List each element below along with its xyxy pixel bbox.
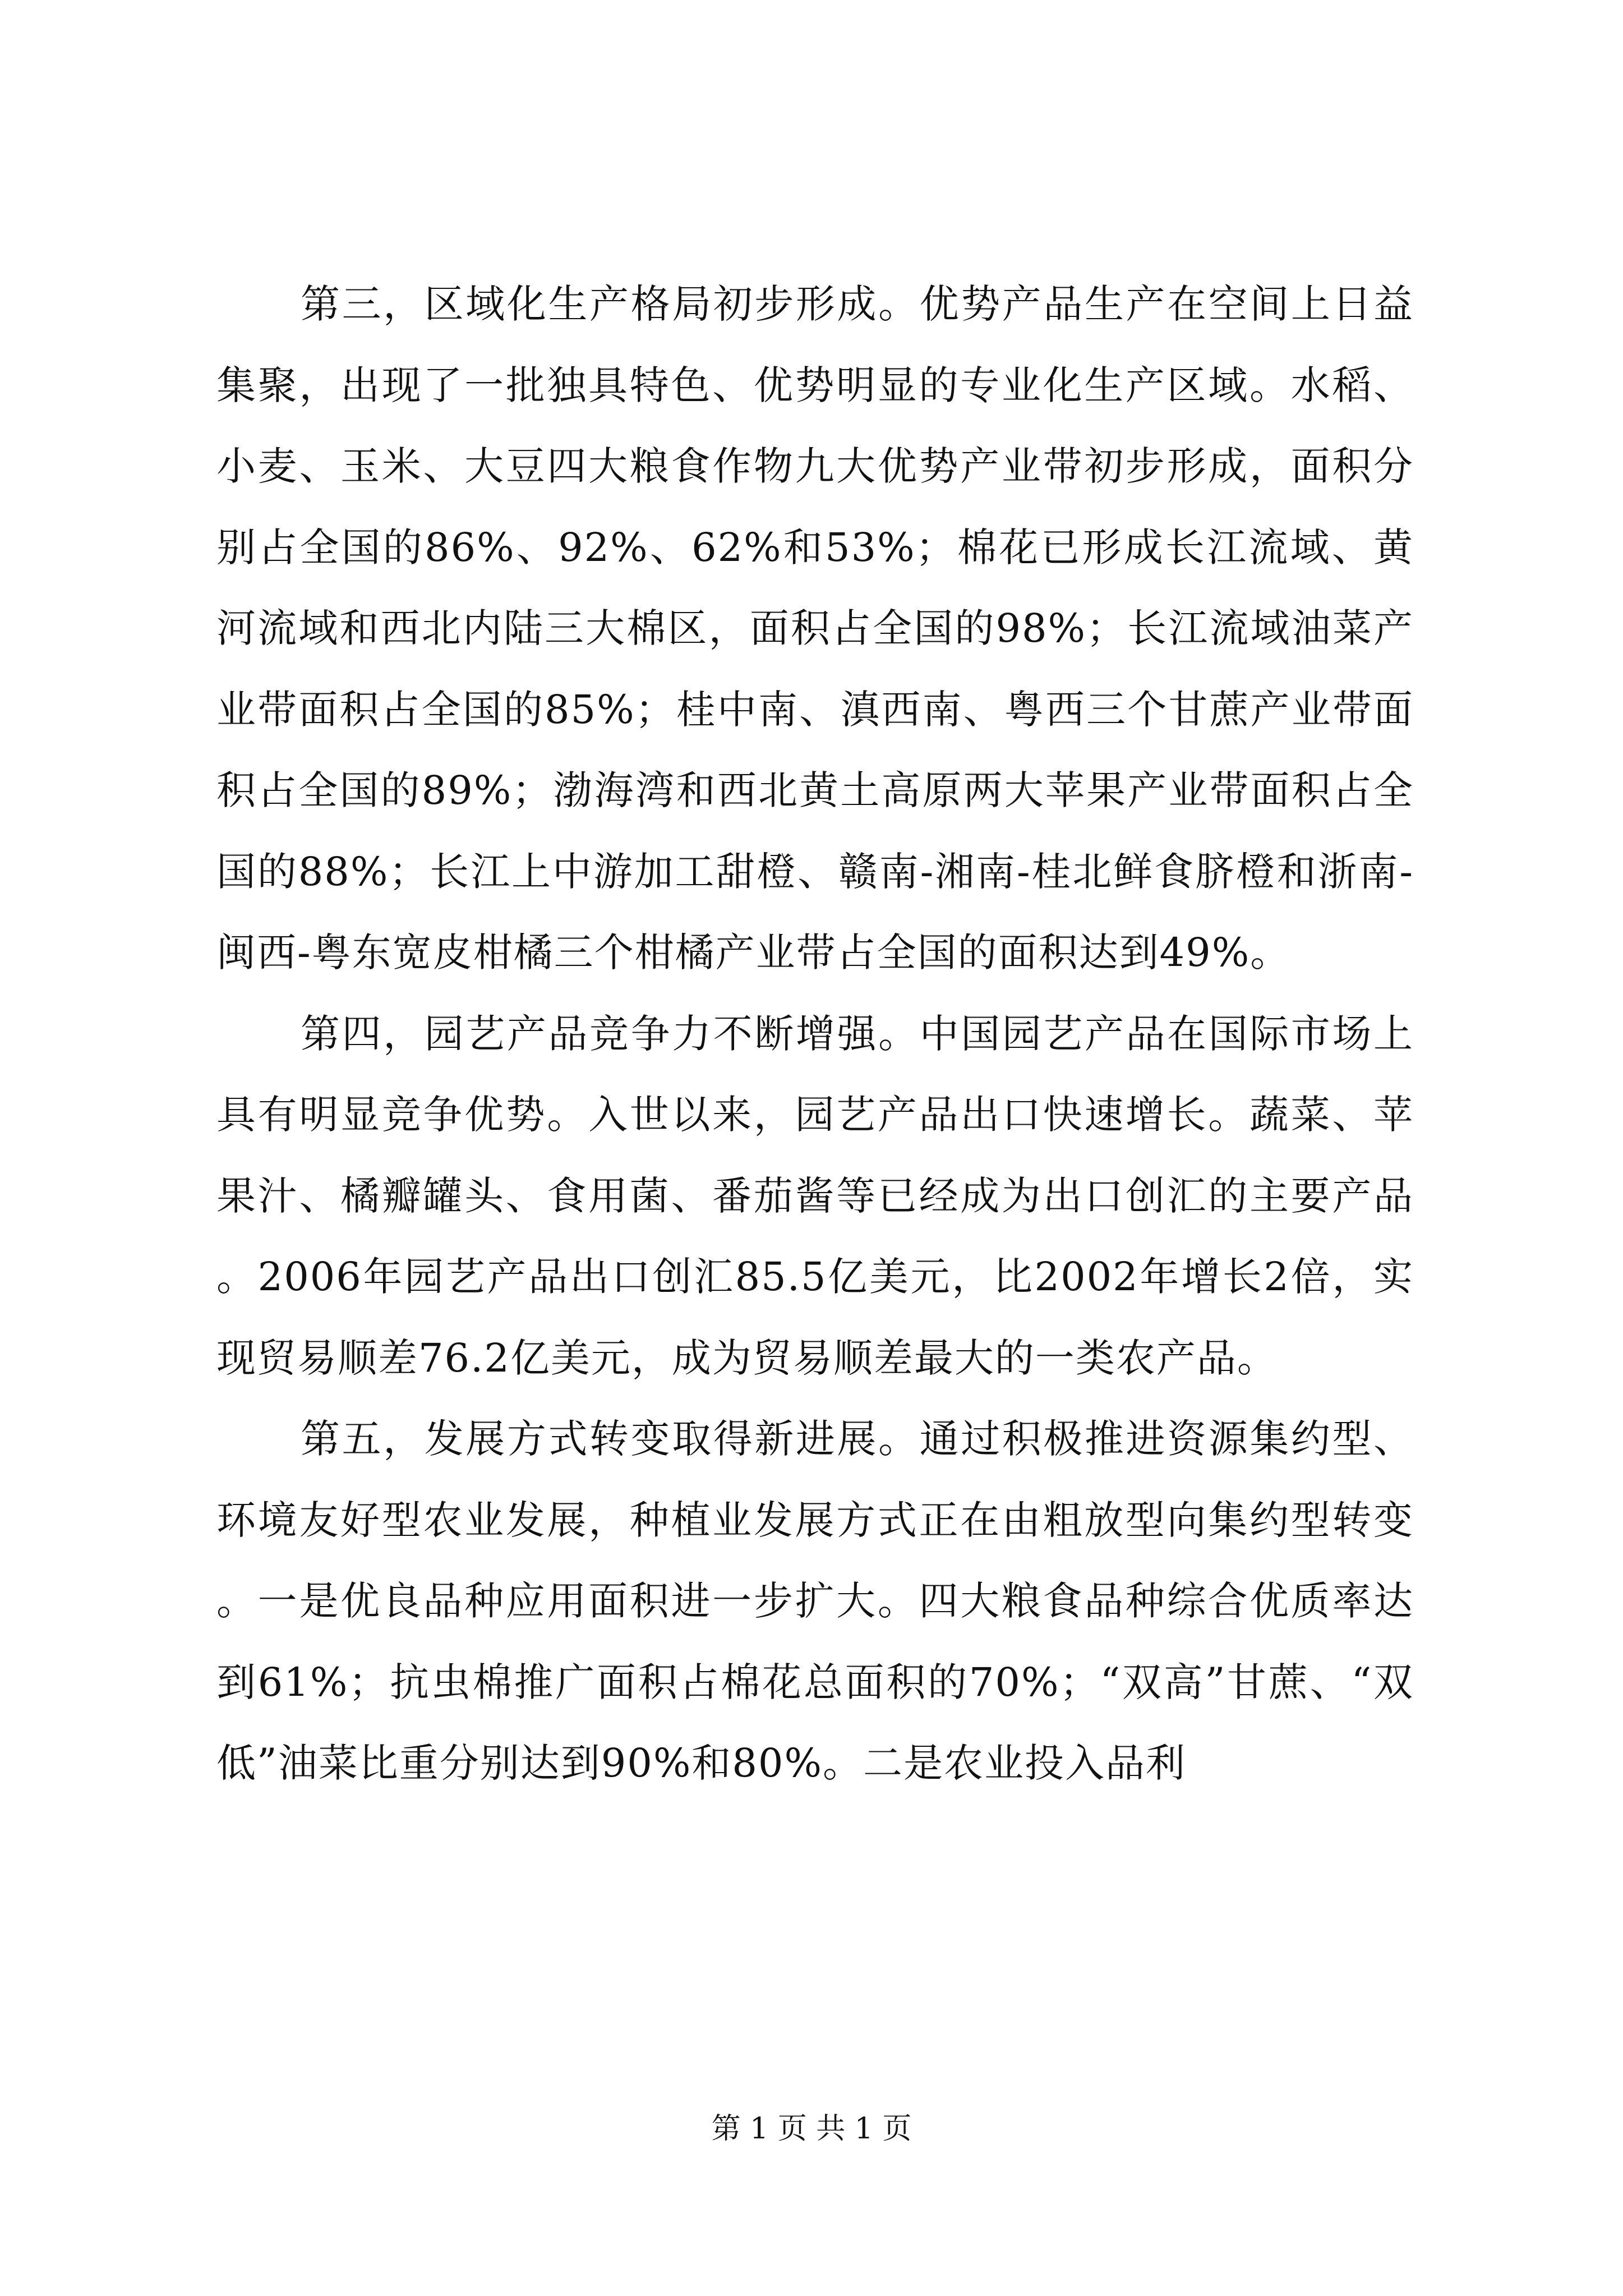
paragraph-regional-production: 第三，区域化生产格局初步形成。优势产品生产在空间上日益集聚，出现了一批独具特色、优势明显的专业化生产区域。水稻、小麦、玉米、大豆四大粮食作物九大优势产业带初步形成，面积分别占全国的86%、92%、62%和53%；棉花已形成长江流域、黄河流域和西北内陆三大棉区，面积占全国的98%；长江流域油菜产业带面积占全国的85%；桂中南、滇西南、粤西三个甘蔗产业带面积占全国的89%；渤海湾和西北黄土高原两大苹果产业带面积占全国的88%；长江上中游加工甜橙、赣南-湘南-桂北鲜食脐橙和浙南-闽西-粤东宽皮柑橘三个柑橘产业带占全国的面积达到49%。 — [216, 281, 1414, 976]
paragraph-development-mode: 第五，发展方式转变取得新进展。通过积极推进资源集约型、环境友好型农业发展，种植业发展方式正在由粗放型向集约型转变。一是优良品种应用面积进一步扩大。四大粮食品种综合优质率达到61%；抗虫棉推广面积占棉花总面积的70%；“双高”甘蔗、“双低”油菜比重分别达到90%和80%。二是农业投入品利 — [216, 1416, 1414, 1786]
document-body — [216, 264, 1414, 1804]
page-footer: 第 1 页 共 1 页 — [711, 2112, 912, 2146]
paragraph-horticulture-competitiveness: 第四，园艺产品竞争力不断增强。中国园艺产品在国际市场上具有明显竞争优势。入世以来，园艺产品出口快速增长。蔬菜、苹果汁、橘瓣罐头、食用菌、番茄酱等已经成为出口创汇的主要产品。2006年园艺产品出口创汇85.5亿美元，比2002年增长2倍，实现贸易顺差76.2亿美元，成为贸易顺差最大的一类农产品。 — [216, 1010, 1414, 1381]
